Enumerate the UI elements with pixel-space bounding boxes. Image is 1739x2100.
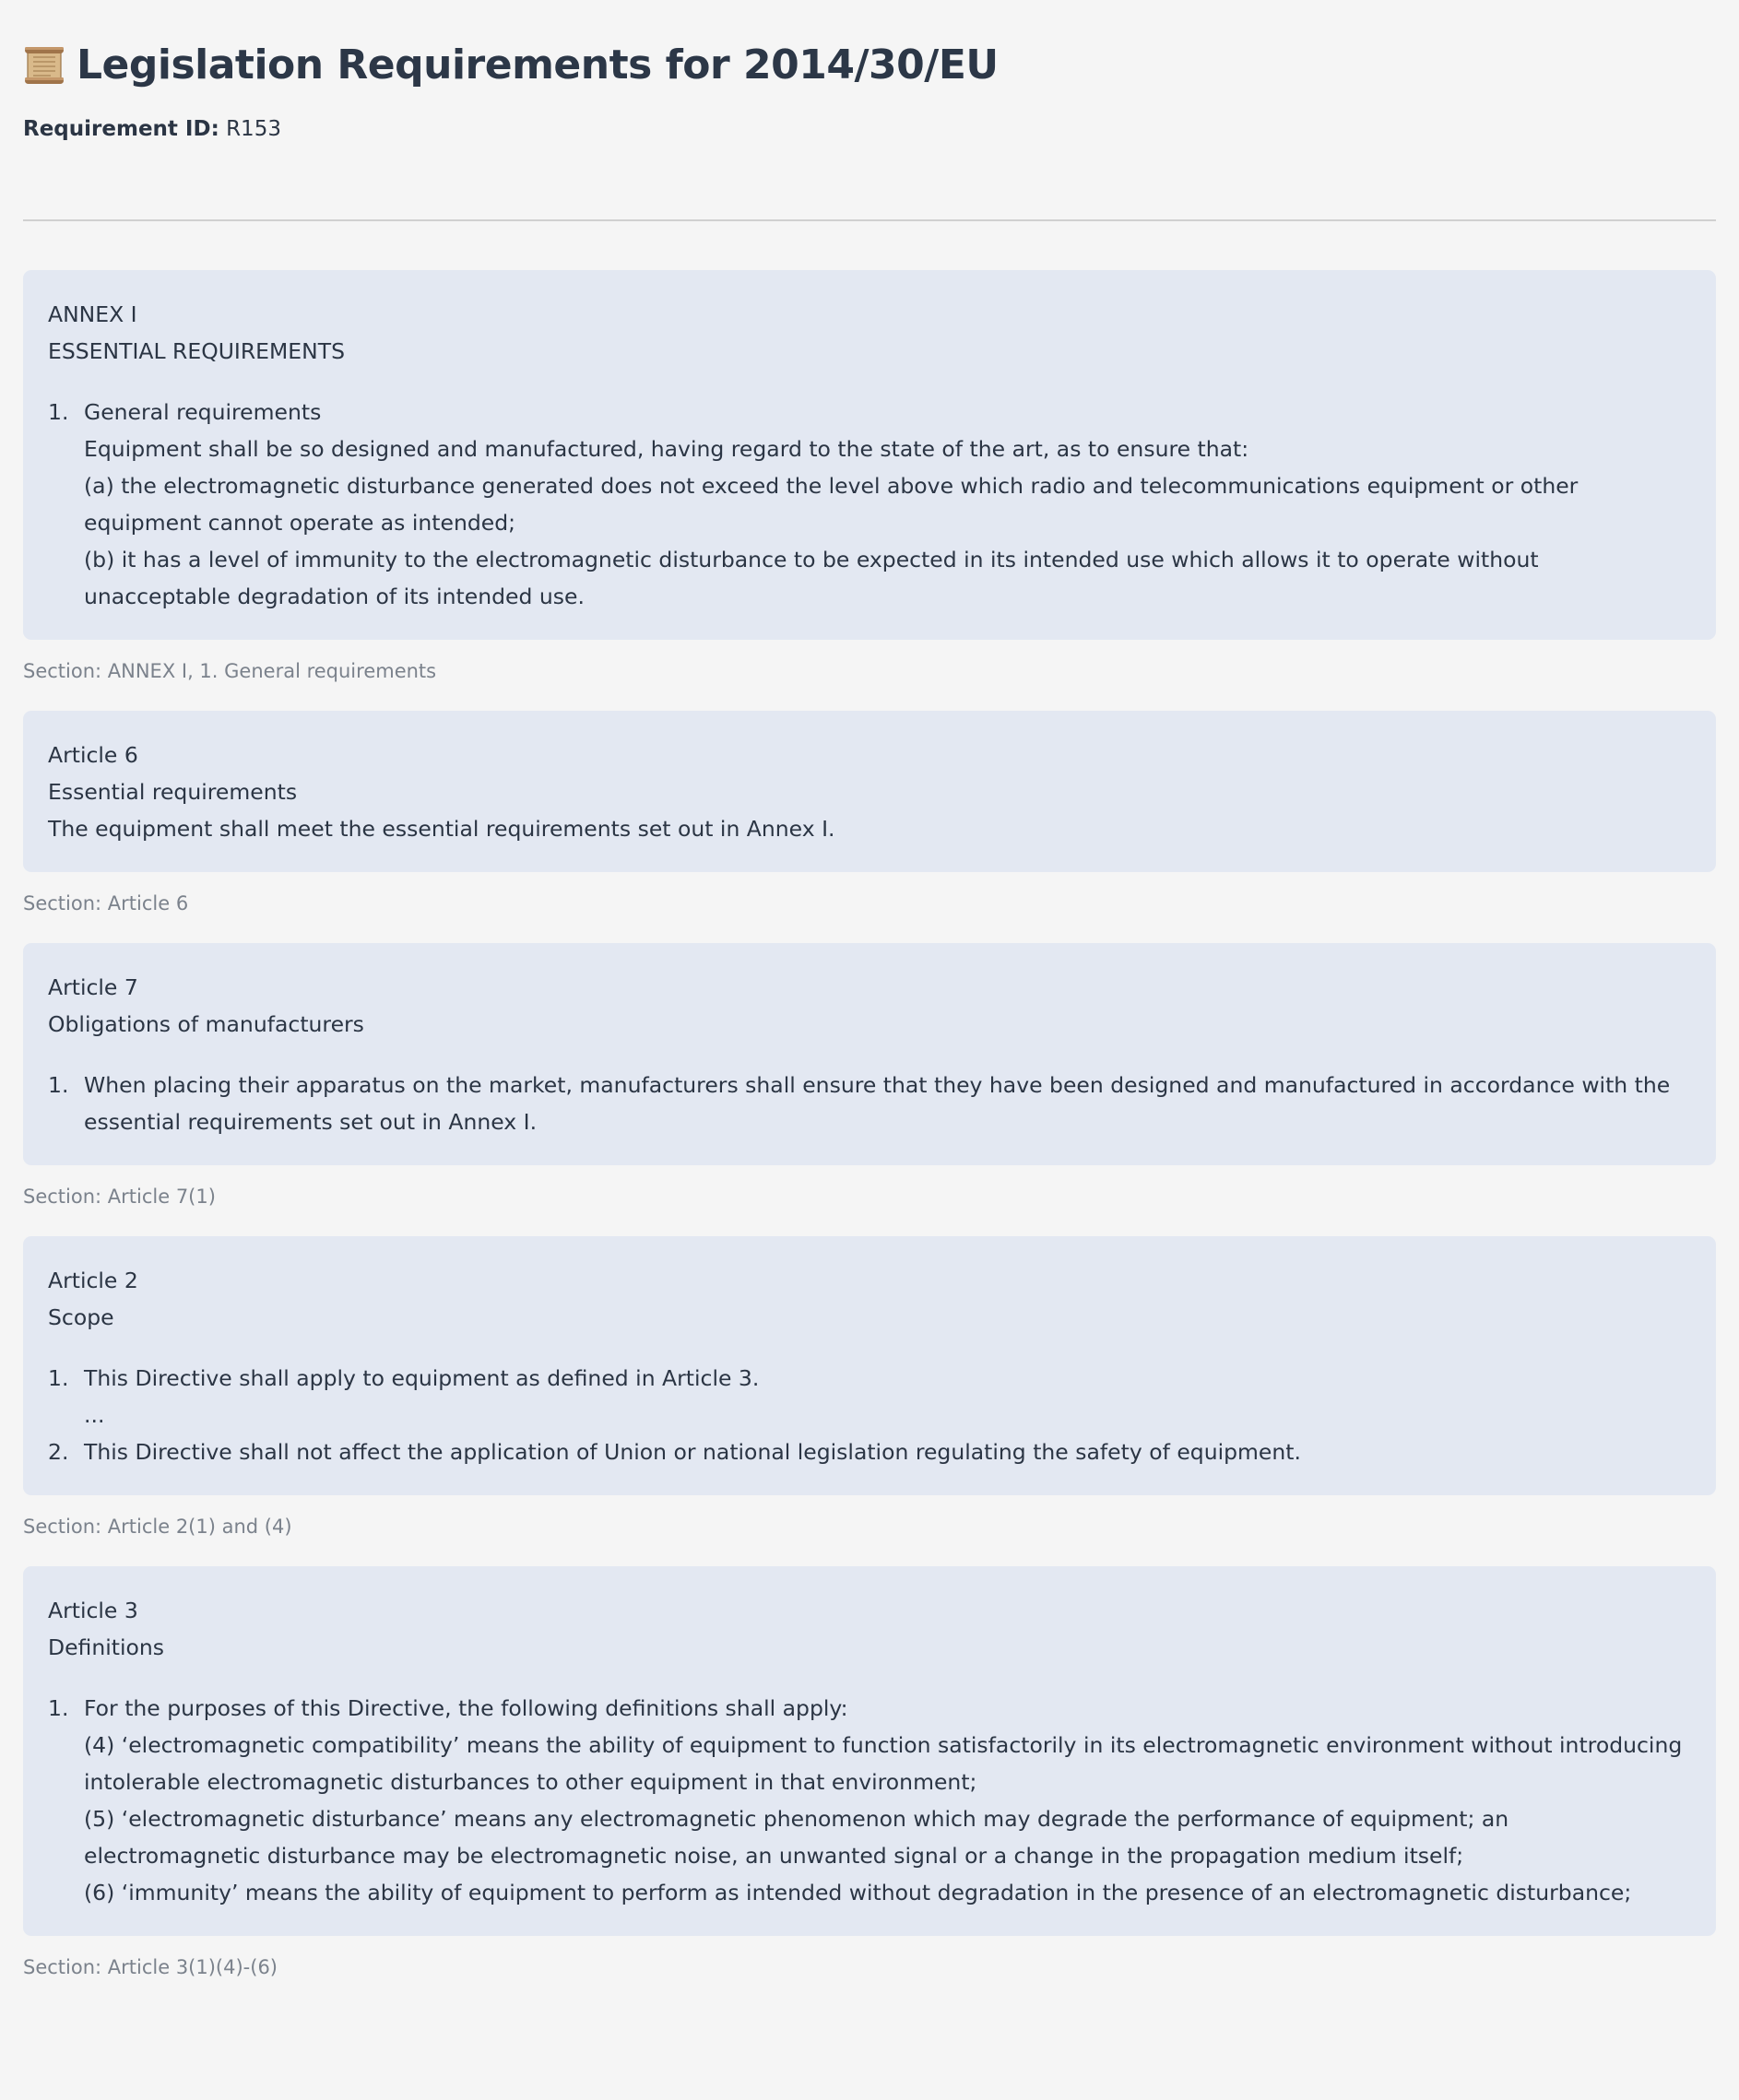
- list-item-number: 1.: [48, 1695, 69, 1721]
- list-item-line: For the purposes of this Directive, the following definitions shall apply:: [84, 1695, 848, 1721]
- list-item: [48, 1067, 1691, 1140]
- page-title: [23, 0, 1716, 94]
- list-item-line: When placing their apparatus on the market, manufacturers shall ensure that they have been designed and manufactured in accordance with the essential requirements set out in Annex I.: [84, 1072, 1671, 1135]
- list-item-line: This Directive shall not affect the application of Union or national legislation regulating the safety of equipment.: [84, 1439, 1301, 1465]
- list-item: [48, 1360, 1691, 1433]
- list-item: [48, 394, 1691, 615]
- card-subheading: ESSENTIAL REQUIREMENTS: [48, 338, 345, 364]
- card-subheading: Essential requirements: [48, 779, 298, 805]
- legislation-card: [23, 711, 1716, 872]
- section-caption: Section: Article 3(1)(4)-(6): [23, 1956, 278, 1978]
- list-item-line: (b) it has a level of immunity to the electromagnetic disturbance to be expected in its intended use which allows it to operate without unacceptable degradation of its intended use.: [84, 547, 1539, 609]
- list-item-line: This Directive shall apply to equipment as defined in Article 3.: [84, 1365, 760, 1391]
- list-item-line: Equipment shall be so designed and manufactured, having regard to the state of the art, as to ensure that:: [84, 436, 1249, 462]
- requirement-id-label: Requirement ID:: [23, 117, 219, 141]
- legislation-card: [23, 270, 1716, 640]
- list-item-line: (a) the electromagnetic disturbance generated does not exceed the level above which radio and telecommunications equipment or other equipment cannot operate as intended;: [84, 473, 1579, 536]
- list-item: [48, 1433, 1691, 1470]
- card-heading: Article 7: [48, 974, 138, 1000]
- list-item: [48, 1690, 1691, 1911]
- card-heading: Article 6: [48, 742, 138, 768]
- list-item-line: ...: [84, 1402, 105, 1428]
- card-list: [48, 394, 1691, 615]
- section-caption: Section: ANNEX I, 1. General requirements: [23, 660, 437, 682]
- list-item-number: 1.: [48, 1365, 69, 1391]
- list-item-line: (4) ‘electromagnetic compatibility’ means the ability of equipment to function satisfactorily in its electromagnetic environment without introducing intolerable electromagnetic disturbances to other equipment in that environment;: [84, 1732, 1683, 1795]
- section-caption: Section: Article 7(1): [23, 1186, 216, 1208]
- section-caption: Section: Article 6: [23, 892, 189, 914]
- card-heading: Article 2: [48, 1268, 138, 1293]
- card-subheading: Definitions: [48, 1634, 165, 1660]
- list-item-line: (6) ‘immunity’ means the ability of equipment to perform as intended without degradation in the presence of an electromagnetic disturbance;: [84, 1880, 1632, 1905]
- legislation-card: [23, 943, 1716, 1165]
- card-heading: ANNEX I: [48, 301, 137, 327]
- legislation-card: [23, 1566, 1716, 1936]
- list-item-number: 1.: [48, 1072, 69, 1098]
- card-subheading: Scope: [48, 1304, 114, 1330]
- card-list: [48, 1067, 1691, 1140]
- section-caption: Section: Article 2(1) and (4): [23, 1516, 292, 1538]
- card-list: [48, 1690, 1691, 1911]
- card-heading: Article 3: [48, 1598, 138, 1623]
- card-text: The equipment shall meet the essential requirements set out in Annex I.: [48, 816, 835, 842]
- list-item-line: (5) ‘electromagnetic disturbance’ means any electromagnetic phenomenon which may degrade the performance of equipment; an electromagnetic disturbance may be electromagnetic noise, an unwanted signal or a change in the propagation medium itself;: [84, 1806, 1509, 1869]
- card-list: [48, 1360, 1691, 1470]
- legislation-card: [23, 1236, 1716, 1495]
- section-list: [23, 270, 1716, 1983]
- list-item-number: 1.: [48, 399, 69, 425]
- card-subheading: Obligations of manufacturers: [48, 1011, 364, 1037]
- requirement-id: [23, 114, 1716, 144]
- scroll-icon: [23, 44, 65, 87]
- divider: [23, 219, 1716, 221]
- list-item-number: 2.: [48, 1439, 69, 1465]
- list-item-line: General requirements: [84, 399, 322, 425]
- requirement-id-value: R153: [226, 117, 281, 141]
- page-title-text: Legislation Requirements for 2014/30/EU: [77, 41, 999, 88]
